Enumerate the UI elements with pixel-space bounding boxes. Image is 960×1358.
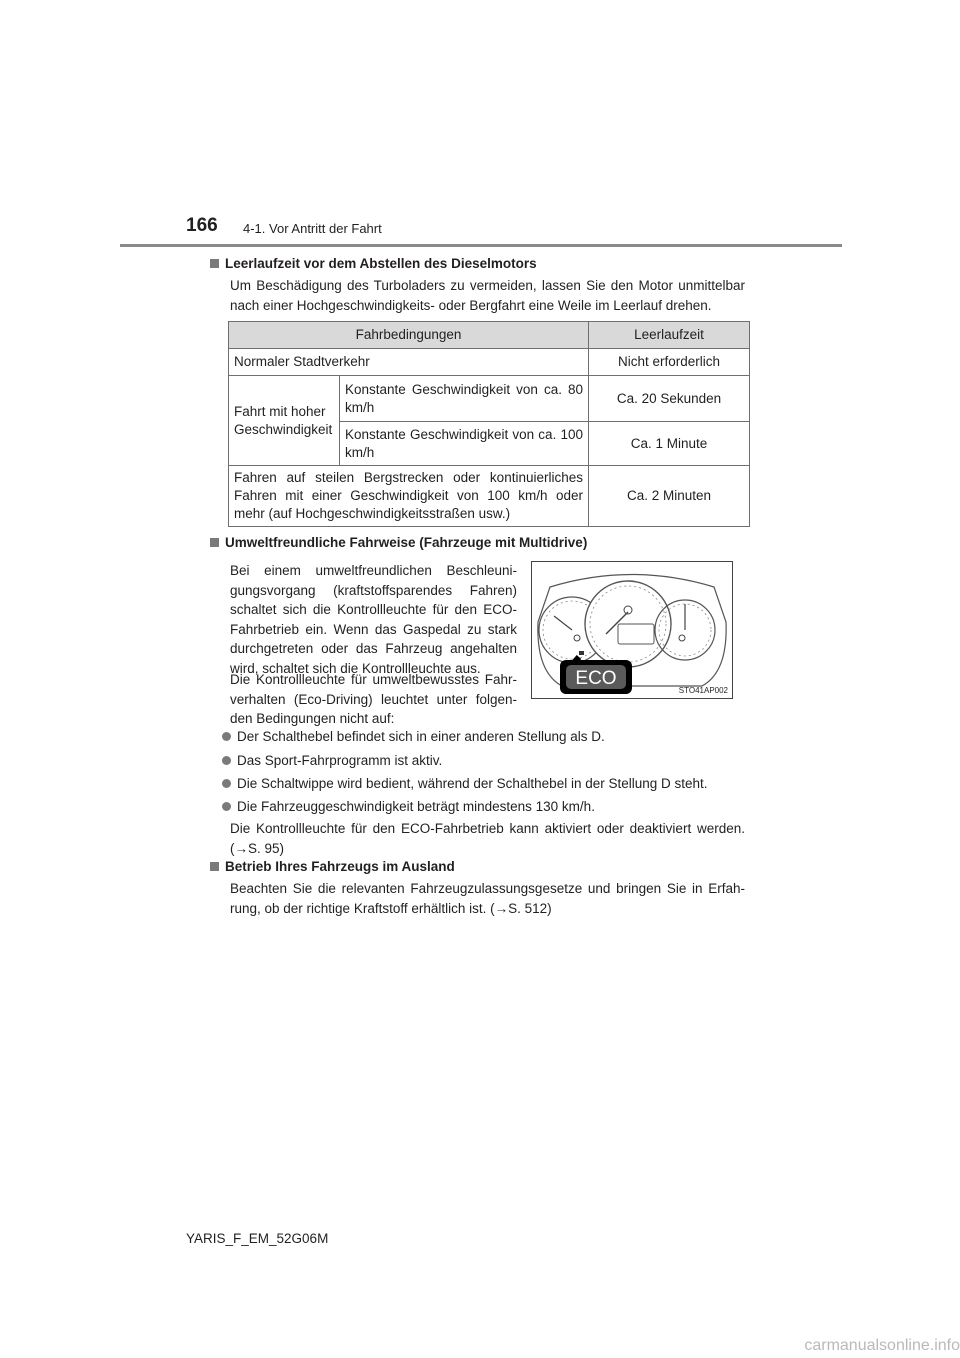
abroad-heading: Betrieb Ihres Fahrzeugs im Ausland (210, 859, 455, 874)
page-number: 166 (186, 215, 218, 236)
list-item: Das Sport-Fahrprogramm ist aktiv. (222, 753, 442, 768)
table-row2-idle: Ca. 20 Sekunden (589, 376, 750, 422)
footer-code: YARIS_F_EM_52G06M (186, 1231, 329, 1246)
idle-time-table (228, 321, 750, 527)
table-row4-condition: Fahren auf steilen Bergstrecken oder kontinuierliches Fahren mit einer Geschwindigkeit von 100 km/h oder mehr (auf Hochgeschwindigkeitsstraßen usw.) (229, 466, 589, 527)
table-group-label: Fahrt mit hoher Geschwindigkeit (229, 376, 340, 466)
bullet-dot-icon (222, 732, 231, 741)
watermark: carmanualsonline.info (804, 1337, 960, 1354)
bullet-dot-icon (222, 779, 231, 788)
idle-heading: Leerlaufzeit vor dem Abstellen des Dieselmotors (210, 256, 537, 271)
figure-code: STO41AP002 (678, 686, 728, 695)
bullet-dot-icon (222, 756, 231, 765)
eco-heading: Umweltfreundliche Fahrweise (Fahrzeuge mit Multidrive) (210, 535, 587, 550)
abroad-text: Beachten Sie die relevanten Fahrzeugzulassungsgesetze und bringen Sie in Erfah- rung, ob der richtige Kraftstoff erhältlich ist. (→S. 512) (230, 881, 745, 916)
table-row4-idle: Ca. 2 Minuten (589, 466, 750, 527)
instrument-cluster-figure (531, 561, 733, 699)
instrument-cluster-icon (532, 562, 732, 698)
table-row1-condition: Normaler Stadtverkehr (229, 349, 589, 376)
eco-paragraph-2: Die Kontrollleuchte für umweltbewusstes Fahr- verhalten (Eco-Driving) leuchtet unter folgen- den Bedingungen nicht auf: (230, 672, 517, 726)
table-row3-idle: Ca. 1 Minute (589, 422, 750, 466)
square-bullet-icon (210, 862, 219, 871)
eco-note: Die Kontrollleuchte für den ECO-Fahrbetrieb kann aktiviert oder deaktiviert werden. (→S. 95) (230, 821, 745, 856)
table-header-idle: Leerlaufzeit (589, 322, 750, 349)
section-title: 4-1. Vor Antritt der Fahrt (243, 221, 382, 236)
header-divider (120, 244, 842, 247)
idle-text: Um Beschädigung des Turboladers zu vermeiden, lassen Sie den Motor unmittelbar nach einer Hochgeschwindigkeits- oder Bergfahrt eine Weile im Leerlauf drehen. (230, 278, 745, 313)
eco-paragraph-1: Bei einem umweltfreundlichen Beschleuni- gungsvorgang (kraftstoffsparendes Fahren) schaltet sich die Kontrollleuchte für den ECO- Fahrbetrieb ein. Wenn das Gaspedal zu stark durchgetreten oder das Fahrzeug angehalten wird, schaltet sich die Kontrollleuchte aus. (230, 563, 517, 676)
eco-label: ECO (575, 668, 617, 689)
list-item: Die Fahrzeuggeschwindigkeit beträgt mindestens 130 km/h. (222, 799, 595, 814)
table-header-conditions: Fahrbedingungen (229, 322, 589, 349)
list-item: Die Schaltwippe wird bedient, während der Schalthebel in der Stellung D steht. (222, 776, 708, 791)
list-item: Der Schalthebel befindet sich in einer anderen Stellung als D. (222, 729, 605, 744)
table-row2-condition: Konstante Geschwindigkeit von ca. 80 km/h (340, 376, 589, 422)
square-bullet-icon (210, 538, 219, 547)
bullet-dot-icon (222, 802, 231, 811)
square-bullet-icon (210, 259, 219, 268)
table-row3-condition: Konstante Geschwindigkeit von ca. 100 km/h (340, 422, 589, 466)
table-row1-idle: Nicht erforderlich (589, 349, 750, 376)
